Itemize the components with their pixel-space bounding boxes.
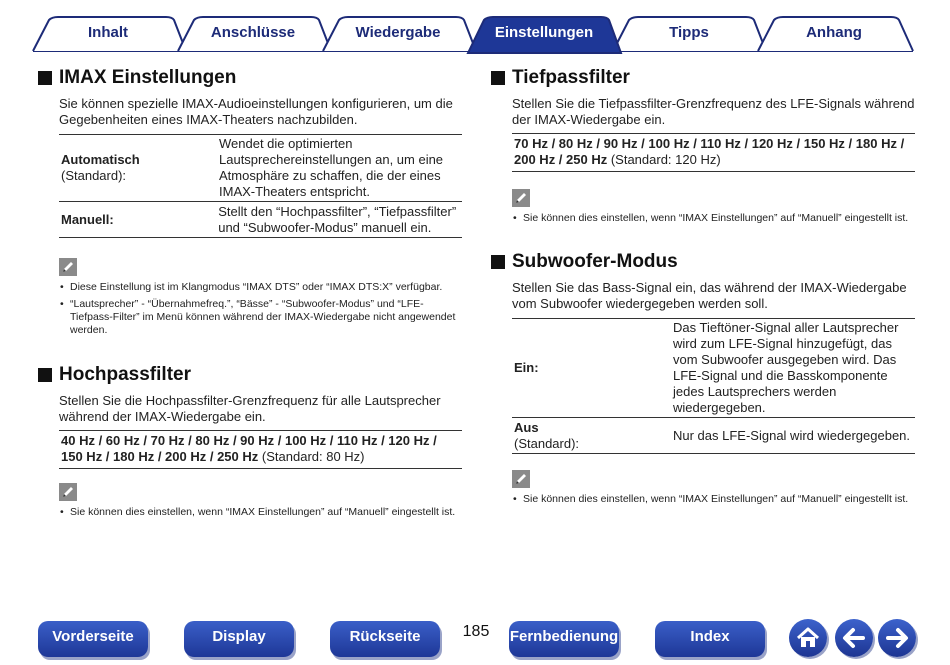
square-bullet-icon <box>491 71 505 85</box>
highpass-frequency-list: 40 Hz / 60 Hz / 70 Hz / 80 Hz / 90 Hz / 100 Hz / 110 Hz / 120 Hz / 150 Hz / 180 Hz / 200 Hz / 250 Hz (Standard: 80 Hz) <box>59 430 462 469</box>
option-description: Nur das LFE-Signal wird wiedergegeben. <box>673 427 911 443</box>
highpass-heading: Hochpassfilter <box>38 363 462 387</box>
left-column <box>38 66 462 519</box>
lowpass-intro: Stellen Sie die Tiefpassfilter-Grenzfrequenz des LFE-Signals während der IMAX-Wiedergabe ein. <box>512 96 915 127</box>
subwoofer-section <box>491 250 915 506</box>
table-row <box>59 135 462 201</box>
lowpass-frequency-list: 70 Hz / 80 Hz / 90 Hz / 100 Hz / 110 Hz / 120 Hz / 150 Hz / 180 Hz / 200 Hz / 250 Hz (Standard: 120 Hz) <box>512 133 915 172</box>
remote-control-button[interactable]: Fernbedienung <box>509 621 619 657</box>
arrow-left-icon <box>835 619 873 657</box>
option-description: Wendet die optimierten Lautsprechereinstellungen an, um eine Atmosphäre zu schaffen, die der eines IMAX-Theaters entspricht. <box>219 136 444 199</box>
pencil-note-icon <box>512 470 530 488</box>
subwoofer-options-table <box>512 318 915 454</box>
highpass-intro: Stellen Sie die Hochpassfilter-Grenzfrequenz für alle Lautsprecher während der IMAX-Wiedergabe ein. <box>59 393 441 424</box>
lowpass-section <box>491 66 915 225</box>
subwoofer-heading: Subwoofer-Modus <box>491 250 915 274</box>
note-item: • Sie können dies einstellen, wenn “IMAX Einstellungen” auf “Manuell” eingestellt ist. <box>512 212 915 225</box>
home-button[interactable] <box>789 619 827 657</box>
tab-anhang[interactable]: Anhang <box>806 24 862 41</box>
highpass-notes <box>59 506 462 519</box>
note-item: • Diese Einstellung ist im Klangmodus “IMAX DTS” oder “IMAX DTS:X” verfügbar. <box>59 281 462 294</box>
option-key: Aus (Standard): <box>514 419 580 451</box>
imax-intro: Sie können spezielle IMAX-Audioeinstellungen konfigurieren, um die Gegebenheiten eines IMAX-Theaters nachzubilden. <box>59 96 453 127</box>
chapter-tabs <box>0 0 950 56</box>
tab-anschluesse[interactable]: Anschlüsse <box>210 24 296 41</box>
imax-section <box>38 66 462 337</box>
square-bullet-icon <box>38 71 52 85</box>
imax-heading: IMAX Einstellungen <box>38 66 462 90</box>
highpass-section <box>38 363 462 519</box>
next-page-button[interactable] <box>878 619 916 657</box>
option-key: Manuell: <box>61 211 114 227</box>
option-description: Stellt den “Hochpassfilter”, “Tiefpassfilter” und “Subwoofer-Modus” manuell ein. <box>218 203 457 235</box>
subwoofer-notes <box>512 493 915 506</box>
lowpass-heading: Tiefpassfilter <box>491 66 915 90</box>
lowpass-notes <box>512 212 915 225</box>
option-description: Das Tieftöner-Signal aller Lautsprecher wird zum LFE-Signal hinzugefügt, das vom Subwoofer ausgegeben wird. Das LFE-Signal und die Basskomponente jedes Lautsprechers werden wiedergegeben. <box>673 320 899 415</box>
note-item: • Sie können dies einstellen, wenn “IMAX Einstellungen” auf “Manuell” eingestellt ist. <box>59 506 462 519</box>
right-column <box>491 66 915 506</box>
option-key: Ein: <box>514 360 539 375</box>
home-icon <box>789 619 827 657</box>
table-row <box>512 417 915 453</box>
square-bullet-icon <box>38 368 52 382</box>
option-key: Automatisch (Standard): <box>61 152 140 183</box>
previous-page-button[interactable] <box>835 619 873 657</box>
note-item: • “Lautsprecher” - “Übernahmefreq.”, “Bässe” - “Subwoofer-Modus” und “LFE-Tiefpass-Filter” im Menü können während der IMAX-Wiedergabe nicht angewendet werden. <box>59 298 462 337</box>
subwoofer-intro: Stellen Sie das Bass-Signal ein, das während der IMAX-Wiedergabe vom Subwoofer wiedergegeben werden soll. <box>512 280 907 311</box>
pencil-note-icon <box>59 483 77 501</box>
table-row <box>59 201 462 237</box>
imax-options-table <box>59 134 462 238</box>
table-row <box>512 319 915 417</box>
display-button[interactable]: Display <box>184 621 294 657</box>
page-number: 185 <box>462 623 490 640</box>
tab-wiedergabe[interactable]: Wiedergabe <box>355 24 441 41</box>
front-panel-button[interactable]: Vorderseite <box>38 621 148 657</box>
pencil-note-icon <box>59 258 77 276</box>
tab-inhalt[interactable]: Inhalt <box>88 24 128 41</box>
rear-panel-button[interactable]: Rückseite <box>330 621 440 657</box>
square-bullet-icon <box>491 255 505 269</box>
pencil-note-icon <box>512 189 530 207</box>
tab-tipps[interactable]: Tipps <box>669 24 709 41</box>
note-item: • Sie können dies einstellen, wenn “IMAX Einstellungen” auf “Manuell” eingestellt ist. <box>512 493 915 506</box>
imax-notes <box>59 281 462 337</box>
arrow-right-icon <box>878 619 916 657</box>
tab-einstellungen[interactable]: Einstellungen <box>494 24 594 41</box>
index-button[interactable]: Index <box>655 621 765 657</box>
